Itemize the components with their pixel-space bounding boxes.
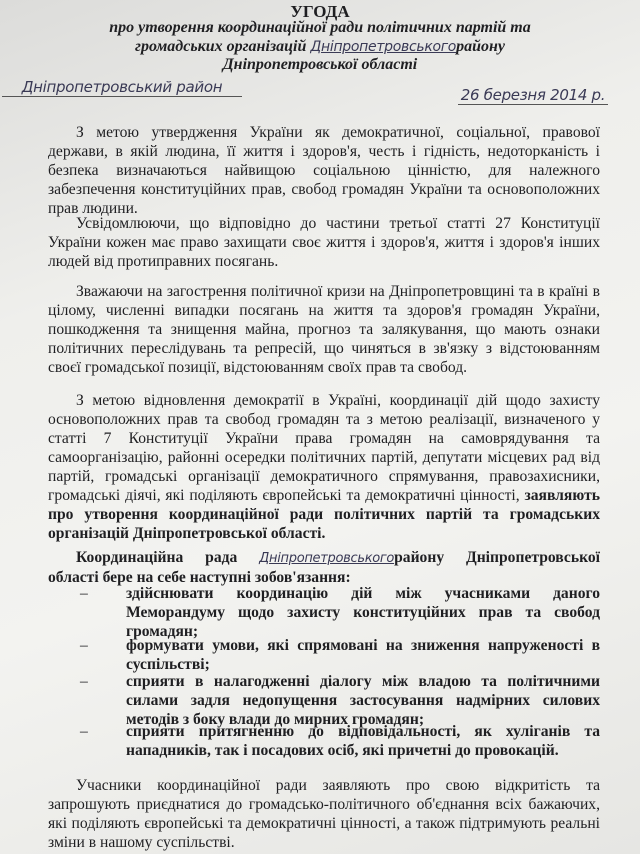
obligations-intro-prefix: Координаційна рада xyxy=(76,549,238,566)
handwritten-district-name-2: Дніпропетровського xyxy=(259,551,395,566)
declaration-text: З метою відновлення демократії в Україні, координації дій щодо захисту основоположних прав та свобод громадян та з метою реалізації, визначеного у статті 7 Конституції України права громадян на самоврядування та самоорганізацію, районні осередки політичних партій, депутати місцевих рад від партій, громадські організації демократичного спрямування, правозахисники, громадські діячі, які поділяють європейські та демократичні цінності, xyxy=(48,392,600,504)
obligation-text: здійснювати координацію дій між учасниками даного Меморандуму щодо захисту конституційних прав та свобод громадян; xyxy=(126,585,600,640)
obligation-text: формувати умови, які спрямовані на зниження напруженості в суспільстві; xyxy=(126,637,600,673)
obligations-intro-suffix: району Дніпропетровської області бере на себе наступні зобов'язання: xyxy=(48,549,600,586)
subtitle-line-2 xyxy=(0,38,640,56)
paragraph-constitution: Усвідомлюючи, що відповідно до частини третьої статті 27 Конституції України кожен має право захищати своє життя і здоров'я, життя і здоров'я інших людей від протиправних посягань. xyxy=(48,215,600,270)
subtitle-line-2-prefix: громадських організацій xyxy=(135,38,307,55)
handwritten-date: 26 березня 2014 р. xyxy=(458,86,608,105)
list-dash: – xyxy=(80,723,88,740)
subtitle-line-2-suffix: району xyxy=(456,38,505,55)
list-dash: – xyxy=(80,637,88,654)
paragraph-purpose: З метою утвердження України як демократичної, соціальної, правової держави, в якій людина, її життя і здоров'я, честь і гідність, недоторканість і безпека визначаються найвищою соціальною цінністю, для належного забезпечення конституційних прав, свобод громадян України та основоположних прав людини. xyxy=(48,124,600,217)
paragraph-crisis: Зважаючи на загострення політичної кризи на Дніпропетровщині та в країні в цілому, численні випадки посягань на життя та здоров'я громадян України, пошкодження та знищення майна, прогноз та залякування, що мають ознаки політичних переслідувань та репресій, що чиняться в зв'язку з відстоюванням своєї громадської позиції, відстоюванням своїх прав та свобод. xyxy=(48,283,600,376)
list-dash: – xyxy=(80,673,88,690)
subtitle-line-3: Дніпропетровської області xyxy=(222,56,418,73)
obligation-text: сприяти притягненню до відповідальності, як хуліганів та нападників, так і посадових осіб, які причетні до провокацій. xyxy=(126,723,600,759)
declaration-bold-text: заявляють про утворення координаційної ради політичних партій та громадських організацій Дніпропетровської області. xyxy=(48,487,600,542)
obligation-text: сприяти в налагодженні діалогу між владою та політичними силами задля недопущення застосування надмірних силових методів з боку влади до мирних громадян; xyxy=(126,673,600,728)
document-title: УГОДА xyxy=(290,2,350,21)
paragraph-obligations-intro xyxy=(48,548,600,587)
paragraph-closing: Учасники координаційної ради заявляють про свою відкритість та запрошують приєднатися до громадсько-політичного об'єднання всіх бажаючих, які поділяють європейські та демократичні цінності, а також підтримують реальні зміни в нашому суспільстві. xyxy=(48,777,600,851)
handwritten-place: Дніпропетровський район xyxy=(2,78,242,97)
handwritten-district-name: Дніпропетровського xyxy=(310,39,457,55)
paragraph-declaration xyxy=(48,391,600,543)
list-dash: – xyxy=(80,585,88,602)
subtitle-line-1: про утворення координаційної ради політичних партій та xyxy=(109,19,531,36)
